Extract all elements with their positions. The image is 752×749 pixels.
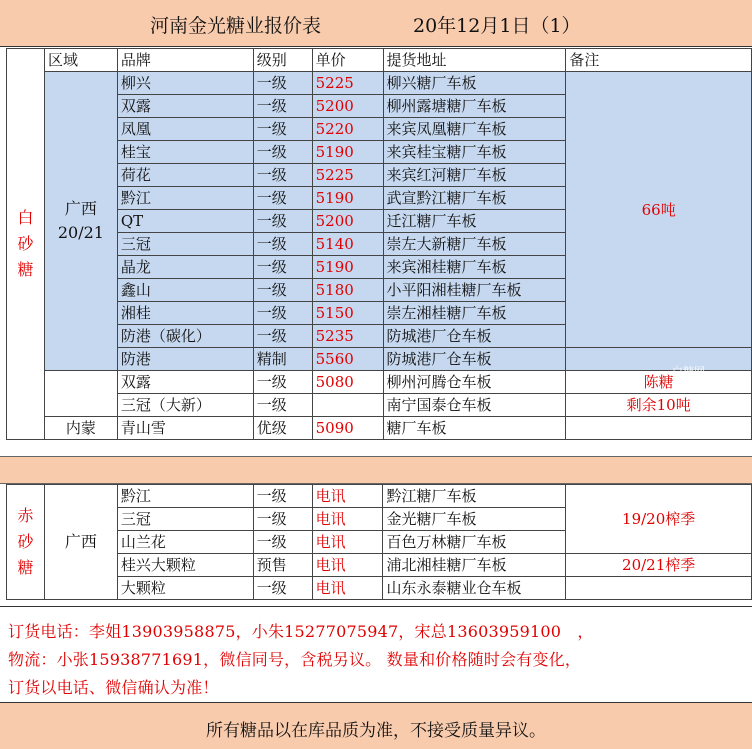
section-separator [0, 456, 752, 484]
footer-bar [0, 702, 752, 749]
price-cell: 5090 [312, 417, 383, 440]
brand-cell: 三冠 [117, 508, 253, 531]
brand-cell: 荷花 [117, 164, 253, 187]
grade-cell: 一级 [253, 279, 312, 302]
note-cell-1920: 19/20榨季 [566, 485, 752, 554]
header-row [7, 49, 752, 72]
price-cell: 5560 [312, 348, 383, 371]
contact-confirm-line: 订货以电话、微信确认为准！ [8, 678, 219, 697]
brand-cell: 双露 [117, 371, 253, 394]
table-row [7, 485, 752, 508]
price-cell: 5225 [312, 164, 383, 187]
header-price: 单价 [312, 49, 383, 72]
brand-cell: 鑫山 [117, 279, 253, 302]
table-row [7, 577, 752, 600]
header-region: 区域 [44, 49, 117, 72]
grade-cell: 一级 [253, 531, 312, 554]
price-cell: 5220 [312, 118, 383, 141]
title-bar [0, 0, 752, 47]
brand-cell: 桂兴大颗粒 [117, 554, 253, 577]
grade-cell: 一级 [253, 95, 312, 118]
table-row [7, 72, 752, 95]
header-note: 备注 [566, 49, 752, 72]
region-guangxi-red: 广西 [44, 485, 117, 600]
note-cell-empty [566, 417, 752, 440]
grade-cell: 一级 [253, 187, 312, 210]
brand-cell: 柳兴 [117, 72, 253, 95]
region-name: 广西 [64, 199, 97, 218]
table-row [7, 417, 752, 440]
region-season: 20/21 [57, 223, 104, 242]
grade-cell: 优级 [253, 417, 312, 440]
note-cell-2021: 20/21榨季 [566, 554, 752, 577]
brand-cell: 晶龙 [117, 256, 253, 279]
grade-cell: 一级 [253, 210, 312, 233]
table-row [7, 554, 752, 577]
address-cell: 小平阳湘桂糖厂车板 [383, 279, 566, 302]
price-cell: 5080 [312, 371, 383, 394]
address-cell: 防城港厂仓车板 [383, 348, 566, 371]
page-title: 河南金光糖业报价表 [150, 15, 322, 37]
grade-cell: 一级 [253, 233, 312, 256]
address-cell: 崇左湘桂糖厂车板 [383, 302, 566, 325]
grade-cell: 一级 [253, 118, 312, 141]
brand-cell: 三冠 [117, 233, 253, 256]
address-cell: 黔江糖厂车板 [383, 485, 566, 508]
note-cell-empty [566, 348, 752, 371]
brand-cell: 桂宝 [117, 141, 253, 164]
price-cell: 5190 [312, 187, 383, 210]
header-grade: 级别 [253, 49, 312, 72]
brand-cell: 山兰花 [117, 531, 253, 554]
grade-cell: 一级 [253, 325, 312, 348]
table-row [7, 394, 752, 417]
red-sugar-label: 赤砂糖 [7, 485, 45, 600]
header-address: 提货地址 [383, 49, 566, 72]
price-cell: 5225 [312, 72, 383, 95]
note-cell-66: 66吨 [566, 72, 752, 348]
brand-cell: QT [117, 210, 253, 233]
footer-disclaimer: 所有糖品以在库品质为准，不接受质量异议。 [206, 721, 546, 741]
address-cell: 金光糖厂车板 [383, 508, 566, 531]
address-cell: 糖厂车板 [383, 417, 566, 440]
white-sugar-label: 白砂糖 [7, 49, 45, 440]
note-cell-old-sugar: 陈糖 [566, 371, 752, 394]
note-cell-remaining: 剩余10吨 [566, 394, 752, 417]
brand-cell: 凤凰 [117, 118, 253, 141]
price-cell [312, 394, 383, 417]
price-cell: 电讯 [312, 508, 383, 531]
grade-cell: 一级 [253, 141, 312, 164]
grade-cell: 一级 [253, 394, 312, 417]
grade-cell: 一级 [253, 164, 312, 187]
price-cell: 5235 [312, 325, 383, 348]
price-cell: 电讯 [312, 531, 383, 554]
table-row [7, 348, 752, 371]
price-cell: 5200 [312, 95, 383, 118]
note-cell-empty [566, 577, 752, 600]
address-cell: 防城港厂仓车板 [383, 325, 566, 348]
address-cell: 来宾红河糖厂车板 [383, 164, 566, 187]
address-cell: 柳州河腾仓车板 [383, 371, 566, 394]
address-cell: 柳州露塘糖厂车板 [383, 95, 566, 118]
brand-cell: 黔江 [117, 485, 253, 508]
price-cell: 电讯 [312, 485, 383, 508]
grade-cell: 一级 [253, 256, 312, 279]
grade-cell: 一级 [253, 485, 312, 508]
address-cell: 武宣黔江糖厂车板 [383, 187, 566, 210]
grade-cell: 一级 [253, 72, 312, 95]
brand-cell: 防港 [117, 348, 253, 371]
price-cell: 5150 [312, 302, 383, 325]
brand-cell: 三冠（大新） [117, 394, 253, 417]
address-cell: 南宁国泰仓车板 [383, 394, 566, 417]
contact-phone-line: 订货电话：李姐13903958875，小朱15277075947，宋总13603959100 ， [8, 622, 594, 641]
grade-cell: 一级 [253, 577, 312, 600]
address-cell: 百色万林糖厂车板 [383, 531, 566, 554]
region-neimeng: 内蒙 [44, 417, 117, 440]
price-cell: 5180 [312, 279, 383, 302]
brand-cell: 大颗粒 [117, 577, 253, 600]
title-date: 20年12月1日（1） [413, 15, 581, 37]
address-cell: 浦北湘桂糖厂车板 [383, 554, 566, 577]
grade-cell: 一级 [253, 302, 312, 325]
brand-cell: 黔江 [117, 187, 253, 210]
address-cell: 崇左大新糖厂车板 [383, 233, 566, 256]
grade-cell: 一级 [253, 371, 312, 394]
price-cell: 电讯 [312, 554, 383, 577]
address-cell: 山东永泰糖业仓车板 [383, 577, 566, 600]
contact-section [0, 606, 752, 703]
price-cell: 5190 [312, 141, 383, 164]
price-cell: 5190 [312, 256, 383, 279]
brand-cell: 青山雪 [117, 417, 253, 440]
brand-cell: 湘桂 [117, 302, 253, 325]
contact-logistics-line: 物流：小张15938771691，微信同号，含税另议。 数量和价格随时会有变化， [8, 650, 582, 669]
watermark: 白糖网 [672, 365, 705, 378]
grade-cell: 一级 [253, 508, 312, 531]
white-sugar-table [6, 48, 752, 440]
table-row [7, 371, 752, 394]
address-cell: 柳兴糖厂车板 [383, 72, 566, 95]
price-cell: 5200 [312, 210, 383, 233]
price-cell: 5140 [312, 233, 383, 256]
price-cell: 电讯 [312, 577, 383, 600]
brand-cell: 双露 [117, 95, 253, 118]
address-cell: 来宾凤凰糖厂车板 [383, 118, 566, 141]
region-guangxi [44, 72, 117, 371]
grade-cell: 精制 [253, 348, 312, 371]
address-cell: 来宾湘桂糖厂车板 [383, 256, 566, 279]
grade-cell: 预售 [253, 554, 312, 577]
region-empty [44, 371, 117, 417]
address-cell: 来宾桂宝糖厂车板 [383, 141, 566, 164]
address-cell: 迁江糖厂车板 [383, 210, 566, 233]
red-sugar-table [6, 484, 752, 600]
header-brand: 品牌 [117, 49, 253, 72]
brand-cell: 防港（碳化） [117, 325, 253, 348]
